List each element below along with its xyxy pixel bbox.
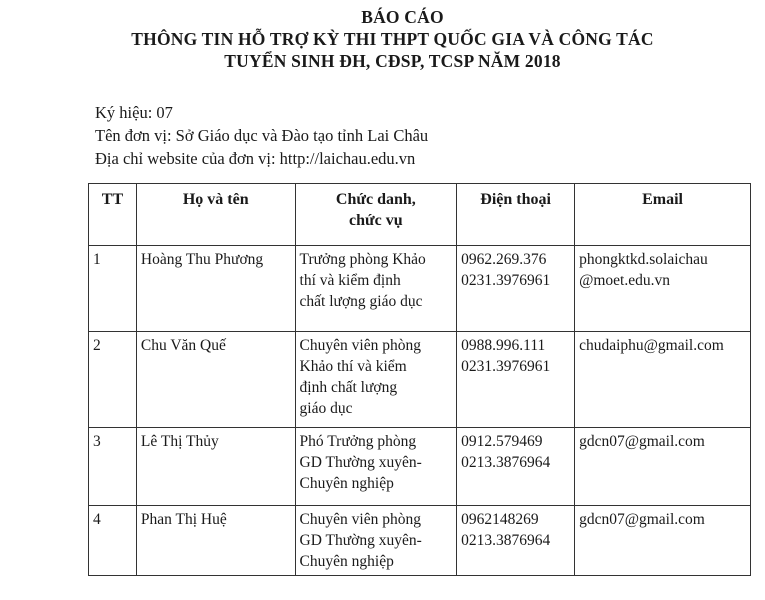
- header-name: Họ và tên: [136, 184, 295, 246]
- phone-office: 0213.3876964: [461, 454, 551, 471]
- table-row: [89, 428, 751, 506]
- person-phone: [457, 332, 575, 428]
- header-role-line-1: Chức danh,: [335, 191, 416, 208]
- phone-office: 0231.3976961: [461, 358, 551, 375]
- person-name: Hoàng Thu Phương: [136, 246, 295, 332]
- phone-mobile: 0962.269.376: [461, 251, 547, 268]
- person-name: Lê Thị Thủy: [136, 428, 295, 506]
- person-phone: [457, 506, 575, 576]
- title-line-2: THÔNG TIN HỖ TRỢ KỲ THI THPT QUỐC GIA VÀ CÔNG TÁC: [131, 29, 654, 49]
- phone-mobile: 0962148269: [461, 511, 539, 528]
- unit-code: Ký hiệu: 07: [95, 103, 173, 122]
- person-role: Chuyên viên phòng Khảo thí và kiểm định chất lượng giáo dục: [295, 332, 457, 428]
- row-number: 2: [89, 332, 137, 428]
- report-title: [0, 6, 765, 72]
- table-row: [89, 246, 751, 332]
- person-role: Trưởng phòng Khảo thí và kiểm định chất lượng giáo dục: [295, 246, 457, 332]
- phone-mobile: 0988.996.111: [461, 337, 546, 354]
- person-email: chudaiphu@gmail.com: [575, 332, 751, 428]
- table-header-row: [89, 184, 751, 246]
- header-phone: Điện thoại: [457, 184, 575, 246]
- unit-website: Địa chỉ website của đơn vị: http://laichau.edu.vn: [95, 149, 416, 168]
- header-email: Email: [575, 184, 751, 246]
- person-role: Phó Trưởng phòng GD Thường xuyên- Chuyên nghiệp: [295, 428, 457, 506]
- table-row: [89, 332, 751, 428]
- title-line-1: BÁO CÁO: [361, 7, 444, 27]
- person-email: gdcn07@gmail.com: [575, 506, 751, 576]
- row-number: 4: [89, 506, 137, 576]
- header-role-line-2: chức vụ: [349, 212, 403, 229]
- person-email: gdcn07@gmail.com: [575, 428, 751, 506]
- table-row: [89, 506, 751, 576]
- phone-office: 0231.3976961: [461, 272, 551, 289]
- person-phone: [457, 428, 575, 506]
- person-name: Phan Thị Huệ: [136, 506, 295, 576]
- person-phone: [457, 246, 575, 332]
- row-number: 3: [89, 428, 137, 506]
- person-name: Chu Văn Quế: [136, 332, 295, 428]
- title-line-3: TUYỂN SINH ĐH, CĐSP, TCSP NĂM 2018: [224, 51, 561, 71]
- header-tt: TT: [89, 184, 137, 246]
- unit-info: [95, 101, 428, 170]
- phone-office: 0213.3876964: [461, 532, 551, 549]
- person-email: phongktkd.solaichau @moet.edu.vn: [575, 246, 751, 332]
- header-role: [295, 184, 457, 246]
- person-role: Chuyên viên phòng GD Thường xuyên- Chuyên nghiệp: [295, 506, 457, 576]
- contact-table: [88, 183, 751, 576]
- row-number: 1: [89, 246, 137, 332]
- phone-mobile: 0912.579469: [461, 433, 543, 450]
- unit-name: Tên đơn vị: Sở Giáo dục và Đào tạo tỉnh Lai Châu: [95, 126, 429, 145]
